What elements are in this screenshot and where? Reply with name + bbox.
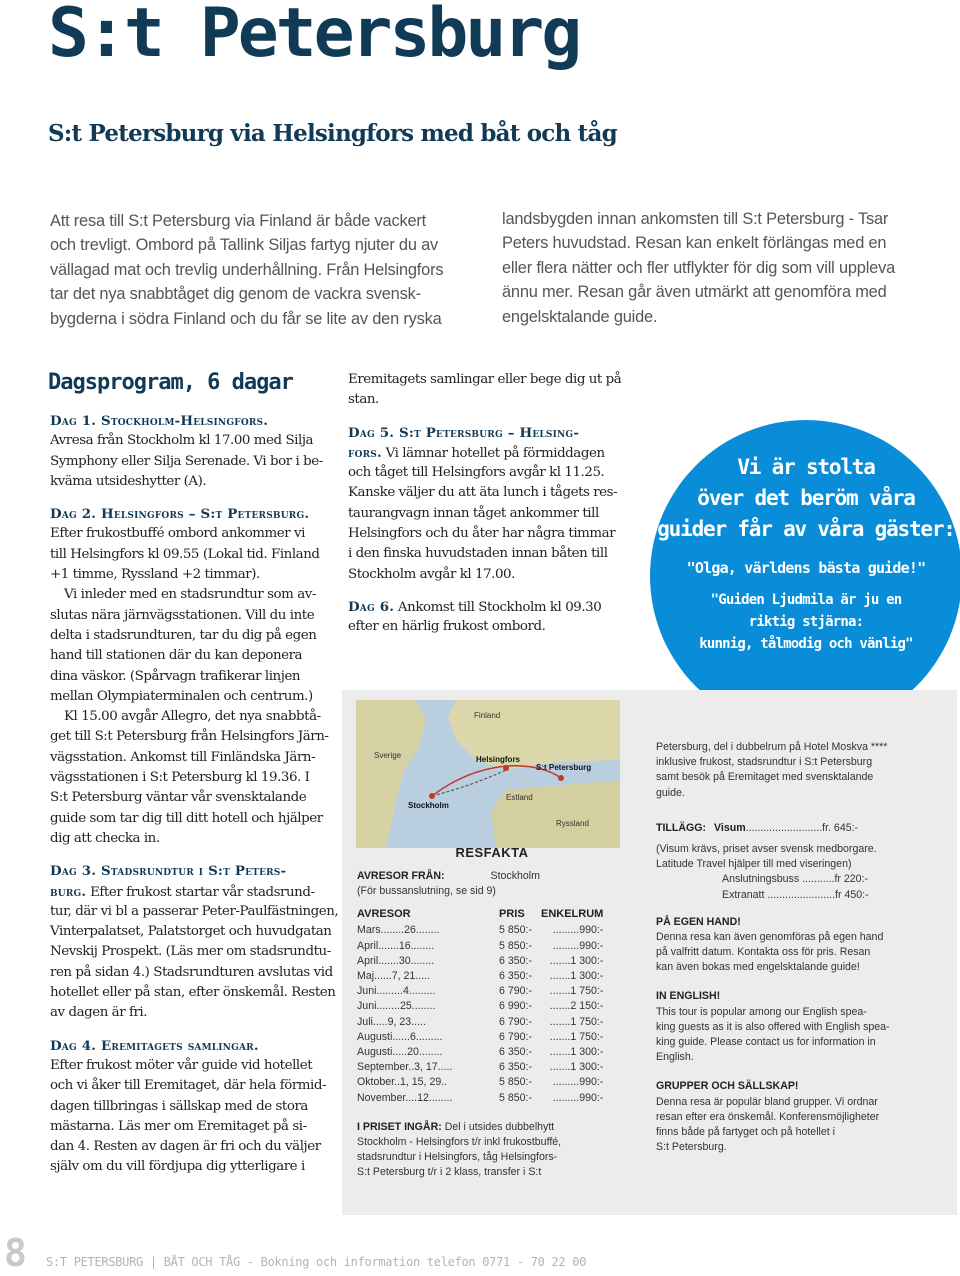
included-text: stadsrundtur i Helsingfors, tåg Helsingfors-	[357, 1151, 558, 1164]
departure-days: 3, 17	[414, 1061, 438, 1074]
single-room-price: 990:-	[579, 1091, 604, 1104]
day-2-text: S:t Petersburg väntar vår svensktalande	[50, 790, 307, 806]
facts-right: Petersburg, del i dubbelrum på Hotel Moskva **** inklusive frukost, stadsrundtur i S:t Petersburg samt besök på Eremitaget med svensktalande guide. TILLÄGG: Visum..........................fr. 645:- (Visum krävs, priset avser svensk medborgare. Latitude Travel hjälper till med viseringen) Anslutningsbuss ...........fr 220:- Extranatt .......................fr 450:- PÅ EGEN HAND! Denna resa kan även genomföras på egen hand på valfritt datum. Kontakta oss för pris. Resan kan även bokas med engelsktalande guide! IN ENGLISH! This tour is popular among our English spea- king guests as it is also offered with English spea- king guide. Please contact us for information in English. GRUPPER OCH SÄLLSKAP! Denna resa är populär bland grupper. Vi ordnar resan efter era önskemål. Konferensmöjligheter finns både på fartyget och på hotellet i S:t Petersburg.	[656, 740, 948, 1155]
departure-days: 26	[404, 924, 416, 937]
price-cell: 6 790:-	[499, 1015, 532, 1028]
intro-line: landsbygden innan ankomsten till S:t Petersburg - Tsar	[502, 210, 889, 228]
single-room-price: 990:-	[579, 939, 604, 952]
price-date-cell: Juni........25........	[357, 1000, 436, 1013]
month: Juli	[357, 1015, 373, 1028]
day-2-text: dig att checka in.	[50, 830, 160, 846]
day-2-text: slutas nära järnvägsstationen. Vill du inte	[50, 607, 315, 623]
route-map	[356, 700, 620, 848]
egen-text: Denna resa kan även genomföras på egen hand	[656, 930, 884, 943]
map-graphic	[356, 700, 620, 848]
departure-days: 9, 23	[387, 1015, 412, 1028]
day-5-text: i den finska huvudstaden innan båten till	[348, 546, 608, 562]
price-row	[357, 1015, 603, 1030]
departure-days: 20	[407, 1046, 419, 1058]
single-room-price: 1 750:-	[570, 1015, 604, 1028]
day-3-text: av dagen är fri.	[50, 1005, 148, 1021]
day-4-text: och vi åker till Eremitaget, där hela förmid-	[50, 1078, 327, 1094]
tillagg-label: TILLÄGG:	[656, 821, 707, 834]
departure-days: 30	[398, 954, 411, 967]
month: September	[357, 1061, 409, 1074]
single-room-price: 990:-	[579, 924, 604, 937]
visum-note: Latitude Travel hjälper till med viseringen)	[656, 858, 852, 871]
extra-item: Anslutningsbuss	[722, 873, 800, 886]
departure-days: 1, 15, 29	[400, 1076, 442, 1089]
day-3-text: Nevskij Prospekt. (Läs mer om stadsrundtu-	[50, 944, 331, 960]
included-text: Petersburg, del i dubbelrum på Hotel Moskva ****	[656, 741, 888, 753]
price-cell: 5 850:-	[499, 1076, 532, 1089]
price-date-cell: November....12........	[357, 1091, 453, 1104]
departure-days: 7, 21	[391, 969, 416, 982]
day-2-text: dina väskor. (Spårvagn trafikerar linjen	[50, 668, 301, 684]
intro-line: vällagad mat och trevlig underhållning. Från Helsingfors	[50, 260, 444, 279]
land-estonia-russia	[491, 780, 620, 848]
day-2-text: Efter frukostbuffé ombord ankommer vi	[50, 526, 305, 542]
single-room-cell: .......1 750:-	[549, 1015, 604, 1028]
day-3-text: ren på sidan 4.) Stadsrundturen avslutas vid	[50, 964, 333, 980]
day-4-text: stan.	[348, 392, 379, 408]
guide-quote-bubble	[650, 420, 960, 732]
day-2-text: hand till stationen där du kan deponera	[50, 648, 303, 664]
day-2-text: Kl 15.00 avgår Allegro, det nya snabbtå-	[64, 709, 321, 725]
single-room-price: 1 750:-	[570, 985, 604, 998]
bubble-line: Vi är stolta	[737, 455, 875, 479]
day-5-text: Kanske väljer du att äta lunch i tågets res-	[348, 485, 618, 501]
day-4-text: dan 4. Resten av dagen är fri och du väljer	[50, 1139, 321, 1155]
intro-left	[50, 209, 443, 331]
single-room-price: 1 300:-	[570, 1046, 604, 1058]
english-text: This tour is popular among our English spea-	[656, 1005, 867, 1018]
day-5-text: och tåget till Helsingfors avgår kl 11.25.	[348, 465, 605, 481]
intro-line: eller flera nätter och fler utflykter för dig som vill uppleva	[502, 258, 895, 277]
price-header: ENKELRUM	[541, 907, 604, 920]
single-room-price: 1 300:-	[570, 1061, 604, 1074]
day-3-text: hotellet eller på stan, efter önskemål. Resten	[50, 985, 336, 1001]
bubble-quote: riktig stjärna:	[748, 614, 864, 630]
price-table	[357, 905, 603, 1105]
price-date-cell: Mars........26........	[357, 924, 440, 937]
grupper-text: Denna resa är populär bland grupper. Vi ordnar	[656, 1095, 878, 1108]
intro-line: Peters huvudstad. Resan kan enkelt förlängas med en	[502, 234, 887, 253]
tillagg-item: Visum	[714, 821, 746, 834]
price-row	[357, 984, 603, 999]
extra-price: fr 450:-	[835, 888, 869, 901]
departure-days: 16	[398, 939, 411, 952]
price-date-cell: Augusti......6.........	[357, 1030, 443, 1043]
visum-note: (Visum krävs, priset avser svensk medborgare.	[656, 842, 877, 855]
intro-line: engelsktalande guide.	[502, 307, 658, 326]
day-5-text: Helsingfors och du åter har några timmar	[348, 526, 616, 542]
facts-left	[357, 843, 627, 1181]
day-1-heading: Dag 1. Stockholm-Helsingfors.	[50, 413, 269, 429]
price-cell: 5 850:-	[499, 924, 532, 937]
day-2-text: vägsstationen i S:t Petersburg kl 19.36. I	[50, 770, 310, 786]
price-cell: 6 350:-	[499, 1061, 532, 1074]
month: Mars	[357, 924, 381, 937]
price-row	[357, 969, 603, 984]
day-5-heading-cont: fors.	[348, 444, 382, 461]
avresor-label: AVRESOR FRÅN:	[357, 870, 445, 882]
stpetersburg-dot	[558, 775, 564, 781]
grupper-heading: GRUPPER OCH SÄLLSKAP!	[656, 1080, 799, 1093]
map-label-estland: Estland	[506, 793, 533, 802]
single-room-cell: .........990:-	[552, 939, 604, 952]
single-room-cell: .......1 750:-	[549, 985, 604, 998]
price-cell: 6 990:-	[499, 1000, 532, 1013]
day-2-text: +1 timme, Ryssland +2 timmar).	[50, 567, 260, 583]
english-text: English.	[656, 1051, 694, 1064]
single-room-cell: .........990:-	[552, 1091, 604, 1104]
program-column-1	[50, 411, 339, 1178]
single-room-price: 1 300:-	[570, 954, 604, 967]
month: April	[357, 939, 379, 952]
price-date-cell: September..3, 17.....	[357, 1061, 453, 1074]
single-room-cell: .......1 750:-	[549, 1030, 604, 1043]
price-date-cell: Juni.........4.........	[357, 985, 436, 998]
bubble-quote: "Olga, världens bästa guide!"	[686, 559, 926, 577]
bubble-quote: "Guiden Ljudmila är ju en	[710, 592, 902, 608]
price-cell: 6 790:-	[499, 985, 532, 998]
day-2-text: get till S:t Petersburg från Helsingfors Järn-	[50, 729, 329, 745]
day-2-heading: Dag 2. Helsingfors – S:t Petersburg.	[50, 506, 310, 523]
price-cell: 6 790:-	[499, 1030, 532, 1043]
day-1-text: Avresa från Stockholm kl 17.00 med Silja	[50, 433, 314, 449]
egen-text: på valfritt datum. Kontakta oss för pris. Resan	[656, 946, 871, 959]
price-row	[357, 1091, 603, 1106]
included-text: Del i utsides dubbelhytt	[441, 1120, 555, 1133]
price-cell: 6 350:-	[499, 969, 532, 982]
month: Juni	[357, 985, 377, 998]
egen-heading: PÅ EGEN HAND!	[656, 915, 741, 928]
price-cell: 6 350:-	[499, 954, 532, 967]
day-4-text: Efter frukost möter vår guide vid hotellet	[50, 1057, 313, 1073]
single-room-cell: .......1 300:-	[549, 954, 604, 967]
day-4-text: dagen tillbringas i sällskap med de stora	[50, 1098, 308, 1114]
day-3-text: tur, där vi bl a passerar Peter-Paulfästningen,	[50, 903, 339, 919]
single-room-cell: .......1 300:-	[549, 1061, 604, 1074]
price-row	[357, 939, 603, 954]
day-5-heading: Dag 5. S:t Petersburg – Helsing-	[348, 424, 580, 441]
price-row	[357, 999, 603, 1014]
day-1-text: kväma utsideshytter (A).	[50, 473, 207, 489]
day-4-text: själv om du vill fördjupa dig ytterligare i	[50, 1159, 305, 1175]
day-6-heading: Dag 6.	[348, 598, 395, 615]
intro-line: och trevligt. Ombord på Tallink Siljas fartyg njuter du av	[50, 236, 439, 255]
price-cell: 6 350:-	[499, 1046, 532, 1058]
single-room-price: 2 150:-	[570, 1000, 604, 1013]
included-text: samt besök på Eremitaget med svensktalande	[656, 771, 874, 784]
stockholm-dot	[429, 793, 435, 799]
day-2-text: delta i stadsrundturen, tar du dig på egen	[50, 627, 317, 643]
grupper-text: resan efter era önskemål. Konferensmöjligheter	[656, 1110, 880, 1123]
price-cell: 5 850:-	[499, 1091, 532, 1104]
month: Augusti	[357, 1046, 393, 1058]
program-title: Dagsprogram, 6 dagar	[48, 370, 293, 395]
single-room-price: 990:-	[579, 1076, 604, 1089]
map-label-stpetersburg: S:t Petersburg	[536, 763, 592, 772]
departure-days: 25	[399, 1000, 412, 1013]
map-label-stockholm: Stockholm	[408, 801, 449, 810]
extra-item: Extranatt	[722, 888, 765, 901]
egen-text: kan även bokas med engelsktalande guide!	[656, 961, 860, 974]
month: Maj	[357, 969, 375, 982]
day-2-text: Vi inleder med en stadsrundtur som av-	[64, 587, 316, 603]
english-text: king guide. Please contact us for information in	[656, 1036, 876, 1048]
month: Juni	[357, 1000, 377, 1013]
day-2-text: mellan Olympiaterminalen och centrum.)	[50, 688, 313, 704]
day-5-text: taurangvagn innan tåget ankommer till	[348, 505, 599, 521]
map-label-ryssland: Ryssland	[556, 819, 589, 828]
departure-days: 6	[410, 1030, 416, 1043]
day-4-text: mästarna. Läs mer om Eremitaget på si-	[50, 1118, 307, 1134]
map-label-finland: Finland	[474, 711, 501, 720]
helsingfors-dot	[503, 765, 509, 771]
included-label: I PRISET INGÅR:	[357, 1120, 442, 1133]
departure-days: 4	[402, 985, 409, 998]
single-room-price: 1 750:-	[570, 1030, 604, 1043]
footer-text: S:T PETERSBURG | BÅT OCH TÅG - Bokning och information telefon 0771 - 70 22 00	[46, 1255, 587, 1269]
tillagg-price: fr. 645:-	[822, 821, 859, 834]
day-1-text: Symphony eller Silja Serenade. Vi bor i be-	[50, 453, 323, 469]
english-text: king guests as it is also offered with English spea-	[656, 1020, 890, 1033]
day-2-text: vägsstation. Ankomst till Finländska Järn-	[50, 749, 316, 765]
day-4-heading: Dag 4. Eremitagets samlingar.	[50, 1037, 259, 1054]
price-date-cell: Maj......7, 21.....	[357, 969, 431, 982]
month: Augusti	[357, 1030, 393, 1043]
included-text: guide.	[656, 786, 685, 799]
bus-note: (För bussanslutning, se sid 9)	[357, 885, 496, 898]
price-row	[357, 923, 603, 938]
day-2-text: till Helsingfors kl 09.55 (Lokal tid. Finland	[50, 546, 320, 562]
bubble-quote: kunnig, tålmodig och vänlig"	[699, 636, 913, 652]
intro-line: ännu mer. Resan går även utmärkt att genomföra med	[502, 283, 887, 302]
day-3-text: Efter frukost startar vår stadsrund-	[86, 884, 315, 900]
price-row	[357, 1045, 603, 1060]
day-4-text: Eremitagets samlingar eller bege dig ut på	[348, 372, 622, 387]
day-6-text: efter en härlig frukost ombord.	[348, 619, 546, 635]
price-date-cell: April.......30........	[357, 954, 435, 967]
departure-days: 12	[417, 1091, 429, 1104]
single-room-price: 1 300:-	[570, 969, 604, 982]
price-header: AVRESOR	[357, 907, 411, 920]
map-label-sverige: Sverige	[374, 751, 402, 760]
avresor-value: Stockholm	[490, 870, 540, 882]
included-text: Stockholm - Helsingfors t/r inkl frukostbuffé,	[357, 1136, 562, 1148]
intro-line: tar det nya snabbtåget dig genom de vackra svensk-	[50, 285, 421, 304]
intro-line: bygderna i södra Finland och du får se lite av den ryska	[50, 309, 442, 328]
intro-line: Att resa till S:t Petersburg via Finland är både vackert	[50, 212, 426, 230]
grupper-text: S:t Petersburg.	[656, 1141, 727, 1154]
month: Oktober	[357, 1076, 395, 1089]
price-date-cell: April.......16........	[357, 939, 435, 952]
extra-price: fr 220:-	[834, 873, 869, 886]
day-5-text: Stockholm avgår kl 17.00.	[348, 566, 515, 582]
price-row	[357, 1060, 603, 1075]
month: November	[357, 1091, 406, 1104]
price-date-cell: Juli.....9, 23.....	[357, 1015, 426, 1028]
map-label-helsingfors: Helsingfors	[476, 755, 521, 764]
price-cell: 5 850:-	[499, 939, 532, 952]
single-room-cell: .......1 300:-	[549, 969, 604, 982]
intro-right	[502, 207, 895, 329]
single-room-cell: .......1 300:-	[549, 1046, 604, 1058]
day-6-text: Ankomst till Stockholm kl 09.30	[394, 599, 602, 615]
included-text: S:t Petersburg t/r i 2 klass, transfer i S:t	[357, 1166, 542, 1179]
price-row	[357, 1030, 603, 1045]
price-row	[357, 1075, 603, 1090]
price-date-cell: Oktober..1, 15, 29..	[357, 1076, 448, 1089]
page-subtitle: S:t Petersburg via Helsingfors med båt och tåg	[48, 120, 617, 147]
grupper-text: finns både på fartyget och på hotellet i	[656, 1125, 836, 1138]
program-column-2	[348, 370, 638, 638]
day-3-heading-cont: burg.	[50, 883, 87, 900]
day-2-text: guide som tar dig till ditt hotell och hjälper	[50, 810, 323, 826]
single-room-cell: .......2 150:-	[549, 1000, 604, 1013]
bubble-line: guider får av våra gäster:	[657, 517, 955, 541]
page-title: S:t Petersburg	[48, 0, 580, 73]
day-3-text: Vinterpalatset, Palatstorget och huvudgatan	[50, 924, 332, 940]
price-row	[357, 954, 603, 969]
facts-title: RESFAKTA	[455, 845, 529, 860]
bubble-line: över det beröm våra	[697, 486, 915, 510]
month: April	[357, 954, 379, 967]
single-room-cell: .........990:-	[552, 1076, 604, 1089]
included-text: inklusive frukost, stadsrundtur i S:t Petersburg	[656, 756, 873, 769]
price-header: PRIS	[499, 907, 525, 920]
price-date-cell: Augusti.....20........	[357, 1046, 443, 1058]
single-room-cell: .........990:-	[552, 924, 604, 937]
page-number: 8	[4, 1231, 27, 1275]
english-heading: IN ENGLISH!	[656, 990, 721, 1003]
day-5-text: Vi lämnar hotellet på förmiddagen	[381, 445, 605, 461]
day-3-heading: Dag 3. Stadsrundtur i S:t Peters-	[50, 863, 287, 880]
